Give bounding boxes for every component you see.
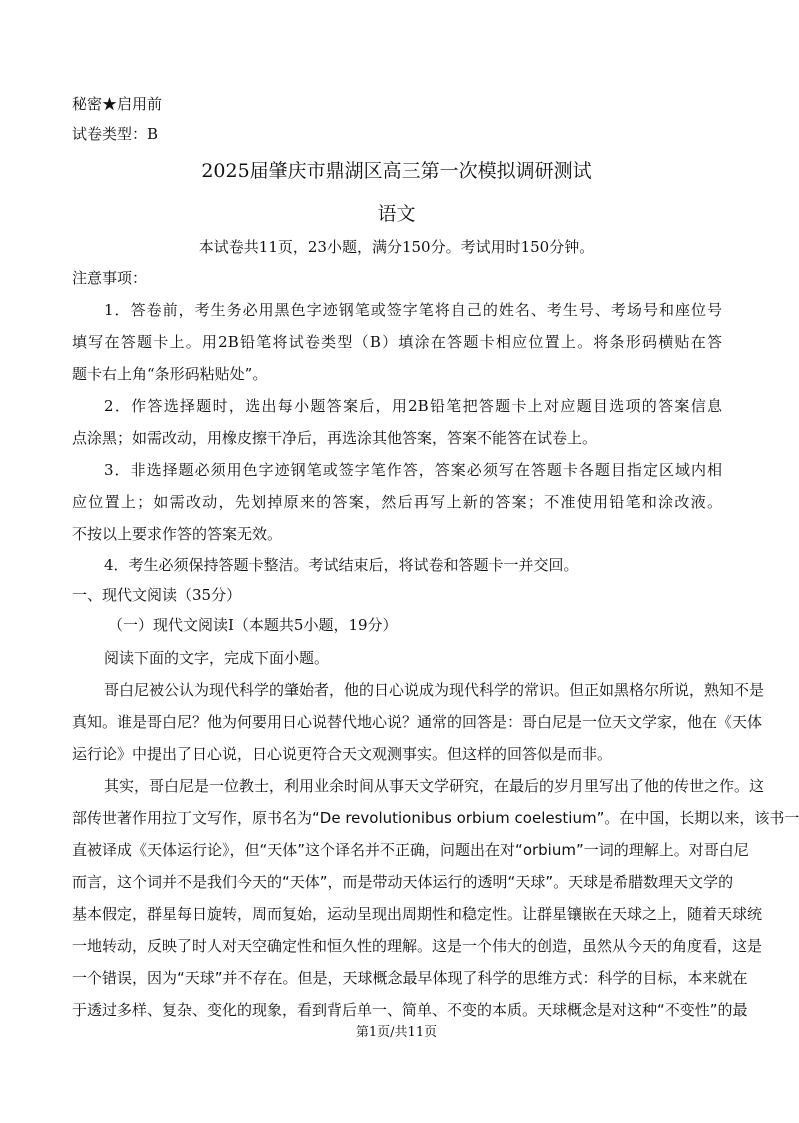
subsection-heading: （一）现代文阅读Ⅰ（本题共5小题，19分） [108,616,398,634]
note-line: 3．非选择题必须用色字迹钢笔或签字笔作答，答案必须写在答题卡各题目指定区域内相 [104,461,722,479]
subject-title: 语文 [377,203,416,225]
notes-heading: 注意事项： [72,269,148,287]
passage-line: 一地转动，反映了时人对天空确定性和恒久性的理解。这是一个伟大的创造，虽然从今天的角度看，这是 [72,937,763,955]
passage-line: 真知。谁是哥白尼？他为何要用日心说替代地心说？通常的回答是：哥白尼是一位天文学家，他在《天体 [72,713,763,731]
note-line: 填写在答题卡上。用2B铅笔将试卷类型（B）填涂在答题卡相应位置上。将条形码横贴在答 [72,333,722,351]
passage-line: 于透过多样、复杂、变化的现象，看到背后单一、简单、不变的本质。天球概念是对这种“不变性”的最 [72,1001,748,1019]
passage-line: 运行论》中提出了日心说，日心说更符合天文观测事实。但这样的回答似是而非。 [72,745,613,763]
note-line: 不按以上要求作答的答案无效。 [72,525,283,543]
passage-line: 基本假定，群星每日旋转，周而复始，运动呈现出周期性和稳定性。让群星镶嵌在天球之上，随着天球统 [72,905,763,923]
note-line: 4．考生必须保持答题卡整洁。考试结束后，将试卷和答题卡一并交回。 [104,556,579,574]
passage-line: 部传世著作用拉丁文写作，原书名为“De revolutionibus orbium coelestium”。在中国，长期以来，该书一 [72,809,799,827]
passage-line: 而言，这个词并不是我们今天的“天体”，而是带动天体运行的透明“天球”。天球是希腊数理天文学的 [72,873,734,891]
passage-line: 一个错误，因为“天球”并不存在。但是，天球概念最早体现了科学的思维方式：科学的目标，本来就在 [72,969,748,987]
passage-line: 哥白尼被公认为现代科学的肇始者，他的日心说成为现代科学的常识。但正如黑格尔所说，熟知不是 [104,681,765,699]
note-line: 题卡右上角“条形码粘贴处”。 [72,365,268,383]
reading-instruction: 阅读下面的文字，完成下面小题。 [104,649,330,667]
passage-line: 其实，哥白尼是一位教士，利用业余时间从事天文学研究，在最后的岁月里写出了他的传世之作。这 [104,777,765,795]
confidential-label: 秘密★启用前 [72,95,163,113]
passage-line: 直被译成《天体运行论》，但“天体”这个译名并不正确，问题出在对“orbium”一词的理解上。对哥白尼 [72,841,749,859]
note-line: 2．作答选择题时，选出每小题答案后，用2B铅笔把答题卡上对应题目选项的答案信息 [104,397,722,415]
exam-title: 2025届肇庆市鼎湖区高三第一次模拟调研测试 [201,160,592,182]
paper-type-label: 试卷类型：B [72,125,159,143]
page-number: 第1页/共11页 [355,1025,438,1040]
note-line: 点涂黑；如需改动，用橡皮擦干净后，再选涂其他答案，答案不能答在试卷上。 [72,429,598,447]
note-line: 1．答卷前，考生务必用黑色字迹钢笔或签字笔将自己的姓名、考生号、考场号和座位号 [104,301,722,319]
note-line: 应位置上；如需改动，先划掉原来的答案，然后再写上新的答案；不准使用铅笔和涂改液。 [72,493,722,511]
section-heading: 一、现代文阅读（35分） [72,586,242,604]
exam-info: 本试卷共11页，23小题，满分150分。考试用时150分钟。 [198,238,595,256]
